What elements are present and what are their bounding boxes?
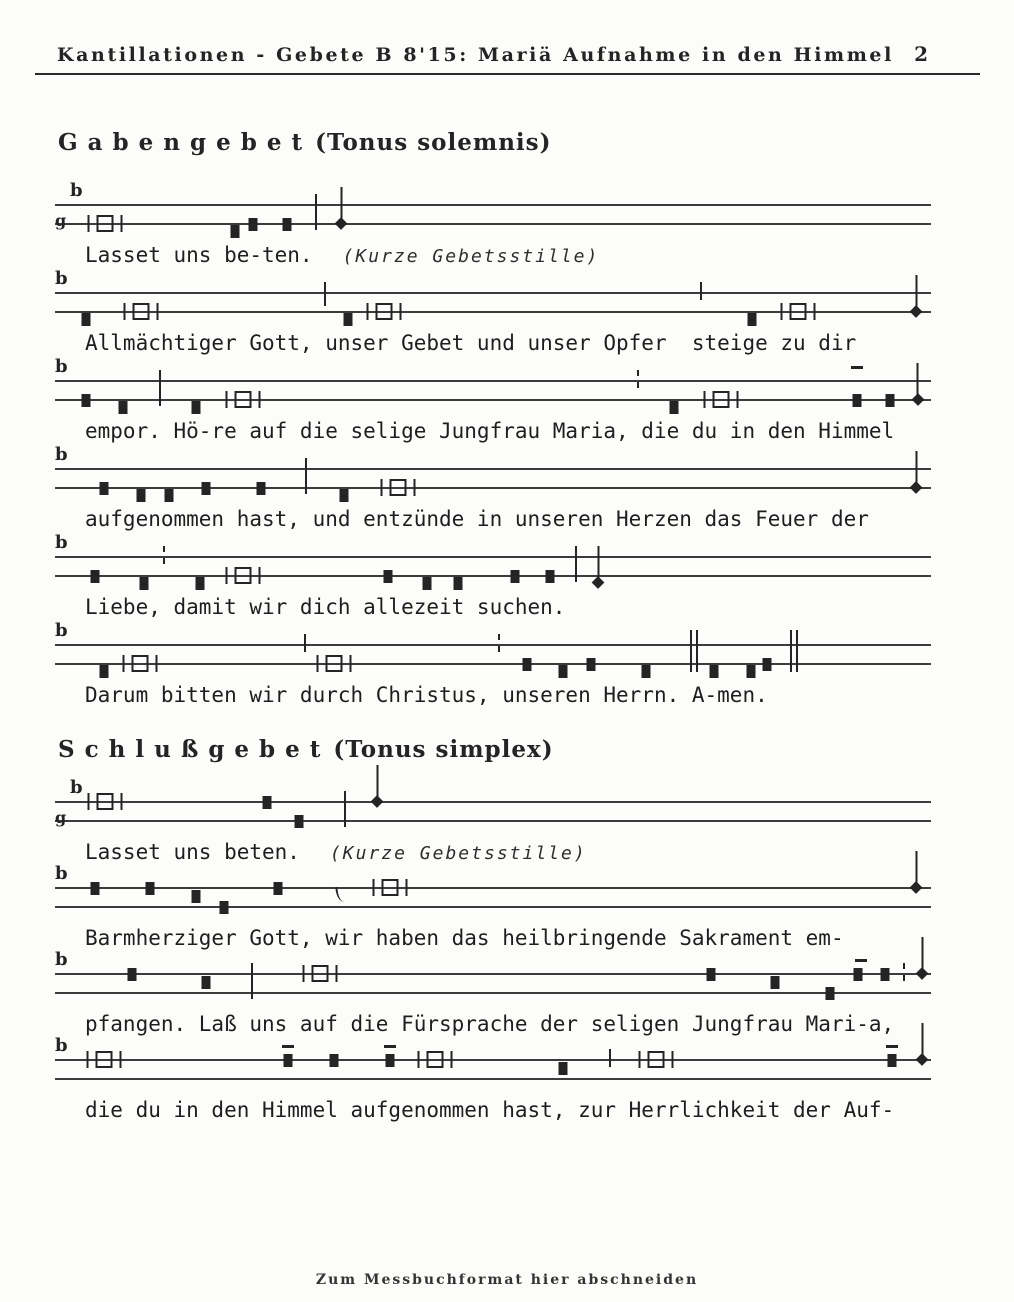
music-system bbox=[0, 180, 1014, 270]
double-bar-line bbox=[690, 630, 698, 672]
staff-line bbox=[55, 663, 931, 665]
staff-lines bbox=[55, 863, 931, 923]
punctum-note bbox=[262, 796, 271, 809]
chant-staff bbox=[0, 532, 1014, 592]
half-bar-line bbox=[324, 282, 326, 306]
punctum-note bbox=[256, 482, 265, 495]
punctum-note bbox=[763, 658, 772, 671]
score-content bbox=[0, 129, 1014, 1125]
lyric-line bbox=[85, 240, 1014, 270]
score-section bbox=[0, 129, 1014, 710]
episema-mark bbox=[855, 959, 867, 962]
music-system bbox=[0, 268, 1014, 358]
recitation-tone-note bbox=[427, 1051, 444, 1068]
bar-line bbox=[305, 458, 307, 494]
recitation-tone-note bbox=[376, 303, 393, 320]
flat-sign: b bbox=[55, 620, 68, 641]
punctum-note bbox=[523, 658, 532, 671]
lyric-text: die du in den Himmel aufgenommen hast, zur Herrlichkeit der Auf- bbox=[85, 1098, 895, 1122]
lyric-line bbox=[85, 680, 1014, 710]
punctum-note bbox=[230, 225, 239, 238]
chant-staff bbox=[0, 268, 1014, 328]
staff-line bbox=[55, 973, 931, 975]
punctum-note bbox=[888, 1054, 897, 1067]
punctum-note bbox=[248, 218, 257, 231]
punctum-note bbox=[128, 968, 137, 981]
lyric-text: pfangen. Laß uns auf die Fürsprache der seligen Jungfrau Mari-a, bbox=[85, 1012, 895, 1036]
lyric-line bbox=[85, 504, 1014, 534]
quarter-bar-tick bbox=[609, 1049, 611, 1067]
chant-staff bbox=[0, 949, 1014, 1009]
lyric-line bbox=[85, 837, 1014, 867]
punctum-note bbox=[329, 1054, 338, 1067]
staff-lines bbox=[55, 356, 931, 416]
chant-staff bbox=[0, 620, 1014, 680]
lyric-text: Liebe, damit wir dich allezeit suchen. bbox=[85, 595, 566, 619]
staff-line bbox=[55, 1078, 931, 1080]
lyric-line bbox=[85, 416, 1014, 446]
recitation-tone-note bbox=[235, 391, 252, 408]
punctum-note bbox=[195, 577, 204, 590]
punctum-note bbox=[559, 665, 568, 678]
section-heading-tonus: (Tonus solemnis) bbox=[315, 129, 552, 156]
music-system bbox=[0, 949, 1014, 1039]
punctum-note bbox=[284, 1054, 293, 1067]
punctum-note bbox=[385, 1054, 394, 1067]
punctum-note bbox=[747, 665, 756, 678]
punctum-note bbox=[771, 976, 780, 989]
punctum-note bbox=[670, 401, 679, 414]
punctum-note bbox=[545, 570, 554, 583]
staff-line bbox=[55, 801, 931, 803]
chant-staff bbox=[0, 356, 1014, 416]
header-title: Kantillationen - Gebete B 8'15: Mariä Aufnahme in den Himmel bbox=[57, 44, 894, 66]
punctum-note bbox=[885, 394, 894, 407]
staff-line bbox=[55, 992, 931, 994]
music-system bbox=[0, 356, 1014, 446]
chant-staff bbox=[0, 180, 1014, 240]
music-system bbox=[0, 532, 1014, 622]
chant-staff bbox=[0, 777, 1014, 837]
section-heading-text: G a b e n g e b e t bbox=[58, 129, 304, 156]
staff-lines bbox=[55, 1035, 931, 1095]
staff-line bbox=[55, 575, 931, 577]
punctum-note bbox=[642, 665, 651, 678]
punctum-note bbox=[559, 1062, 568, 1075]
diamond-note bbox=[910, 851, 923, 893]
bar-line bbox=[344, 791, 346, 827]
flat-sign: b bbox=[55, 949, 68, 970]
bar-line bbox=[315, 194, 317, 230]
flat-sign: b bbox=[55, 532, 68, 553]
punctum-note bbox=[220, 901, 229, 914]
punctum-note bbox=[423, 577, 432, 590]
flat-sign: b bbox=[55, 444, 68, 465]
flat-sign: b bbox=[70, 777, 83, 798]
flat-sign: b bbox=[70, 180, 83, 201]
diamond-note bbox=[916, 937, 929, 979]
episema-mark bbox=[384, 1045, 396, 1048]
section-heading-text: S c h l u ß g e b e t bbox=[58, 736, 322, 763]
punctum-note bbox=[880, 968, 889, 981]
punctum-note bbox=[826, 987, 835, 1000]
lyric-text: Allmächtiger Gott, unser Gebet und unser Opfer steige zu dir bbox=[85, 331, 857, 355]
punctum-note bbox=[201, 976, 210, 989]
punctum-note bbox=[100, 482, 109, 495]
lyric-line bbox=[85, 1009, 1014, 1039]
staff-line bbox=[55, 204, 931, 206]
section-heading-tonus: (Tonus simplex) bbox=[333, 736, 554, 763]
lyric-text: Lasset uns beten. bbox=[85, 840, 300, 864]
punctum-note bbox=[748, 313, 757, 326]
punctum-note bbox=[81, 394, 90, 407]
footer-note: Zum Messbuchformat hier abschneiden bbox=[315, 1272, 699, 1288]
quarter-bar-tick bbox=[304, 634, 306, 652]
staff-line bbox=[55, 292, 931, 294]
punctum-note bbox=[852, 394, 861, 407]
punctum-note bbox=[587, 658, 596, 671]
punctum-note bbox=[91, 882, 100, 895]
staff-line bbox=[55, 887, 931, 889]
music-system bbox=[0, 863, 1014, 953]
lyric-text: aufgenommen hast, und entzünde in unseren Herzen das Feuer der bbox=[85, 507, 869, 531]
dashed-bar-tick bbox=[637, 370, 639, 388]
punctum-note bbox=[145, 882, 154, 895]
lyric-text: Lasset uns be-ten. bbox=[85, 243, 313, 267]
punctum-note bbox=[192, 890, 201, 903]
punctum-note bbox=[81, 313, 90, 326]
lyric-text: Darum bitten wir durch Christus, unseren Herrn. A-men. bbox=[85, 683, 768, 707]
music-system bbox=[0, 620, 1014, 710]
staff-lines bbox=[55, 180, 931, 240]
diamond-note bbox=[911, 363, 924, 405]
clef-letter: g bbox=[55, 808, 67, 827]
episema-mark bbox=[851, 366, 863, 369]
recitation-tone-note bbox=[789, 303, 806, 320]
staff-line bbox=[55, 223, 931, 225]
punctum-note bbox=[119, 401, 128, 414]
staff-line bbox=[55, 380, 931, 382]
recitation-tone-note bbox=[96, 1051, 113, 1068]
header-rule bbox=[35, 73, 980, 75]
episema-mark bbox=[886, 1045, 898, 1048]
staff-line bbox=[55, 820, 931, 822]
flat-sign: b bbox=[55, 1035, 68, 1056]
clef-letter: g bbox=[55, 211, 67, 230]
quarter-bar-tick bbox=[700, 282, 702, 300]
rubric-note: (Kurze Gebetsstille) bbox=[342, 246, 600, 267]
page-header bbox=[0, 0, 1014, 66]
music-system bbox=[0, 777, 1014, 867]
section-heading bbox=[58, 736, 1014, 763]
flat-sign: b bbox=[55, 863, 68, 884]
episema-mark bbox=[282, 1045, 294, 1048]
score-section bbox=[0, 736, 1014, 1125]
chant-staff bbox=[0, 1035, 1014, 1095]
staff-line bbox=[55, 468, 931, 470]
recitation-tone-note bbox=[96, 793, 113, 810]
punctum-note bbox=[283, 218, 292, 231]
punctum-note bbox=[383, 570, 392, 583]
page-footer bbox=[0, 1272, 1014, 1288]
punctum-note bbox=[709, 665, 718, 678]
flat-sign: b bbox=[55, 356, 68, 377]
recitation-tone-note bbox=[131, 655, 148, 672]
recitation-tone-note bbox=[132, 303, 149, 320]
punctum-note bbox=[854, 968, 863, 981]
punctum-note bbox=[274, 882, 283, 895]
staff-line bbox=[55, 1059, 931, 1061]
recitation-tone-note bbox=[235, 567, 252, 584]
chant-staff bbox=[0, 444, 1014, 504]
recitation-tone-note bbox=[647, 1051, 664, 1068]
music-system bbox=[0, 1035, 1014, 1125]
punctum-note bbox=[91, 570, 100, 583]
chant-staff bbox=[0, 863, 1014, 923]
punctum-note bbox=[510, 570, 519, 583]
rubric-note: (Kurze Gebetsstille) bbox=[329, 843, 587, 864]
punctum-note bbox=[201, 482, 210, 495]
bar-line bbox=[575, 546, 577, 582]
punctum-note bbox=[140, 577, 149, 590]
dashed-bar-tick bbox=[498, 634, 500, 652]
bar-line bbox=[251, 963, 253, 999]
staff-line bbox=[55, 399, 931, 401]
staff-lines bbox=[55, 949, 931, 1009]
lyric-line bbox=[85, 328, 1014, 358]
punctum-note bbox=[340, 489, 349, 502]
staff-line bbox=[55, 556, 931, 558]
music-system bbox=[0, 444, 1014, 534]
diamond-note bbox=[916, 1023, 929, 1065]
dashed-bar-tick bbox=[163, 546, 165, 564]
bar-line bbox=[159, 370, 161, 406]
staff-lines bbox=[55, 620, 931, 680]
recitation-tone-note bbox=[381, 879, 398, 896]
dashed-bar-tick bbox=[903, 963, 905, 981]
diamond-note bbox=[910, 451, 923, 493]
diamond-note bbox=[910, 275, 923, 317]
staff-line bbox=[55, 906, 931, 908]
lyric-line bbox=[85, 1095, 1014, 1125]
diamond-note bbox=[371, 765, 384, 807]
page-number: 2 bbox=[914, 42, 928, 66]
diamond-note bbox=[592, 546, 605, 588]
punctum-note bbox=[100, 665, 109, 678]
diamond-note bbox=[335, 187, 348, 229]
staff-lines bbox=[55, 444, 931, 504]
punctum-note bbox=[295, 815, 304, 828]
staff-lines bbox=[55, 532, 931, 592]
recitation-tone-note bbox=[712, 391, 729, 408]
lyric-line bbox=[85, 592, 1014, 622]
punctum-note bbox=[164, 489, 173, 502]
flat-sign: b bbox=[55, 268, 68, 289]
punctum-note bbox=[343, 313, 352, 326]
recitation-tone-note bbox=[96, 215, 113, 232]
staff-line bbox=[55, 644, 931, 646]
punctum-note bbox=[707, 968, 716, 981]
recitation-tone-note bbox=[390, 479, 407, 496]
recitation-tone-note bbox=[325, 655, 342, 672]
staff-line bbox=[55, 487, 931, 489]
breath-mark bbox=[335, 887, 344, 902]
punctum-note bbox=[192, 401, 201, 414]
recitation-tone-note bbox=[311, 965, 328, 982]
double-bar-line bbox=[790, 630, 798, 672]
punctum-note bbox=[453, 577, 462, 590]
punctum-note bbox=[136, 489, 145, 502]
staff-lines bbox=[55, 777, 931, 837]
lyric-text: empor. Hö-re auf die selige Jungfrau Maria, die du in den Himmel bbox=[85, 419, 895, 443]
section-heading bbox=[58, 129, 1014, 156]
lyric-line bbox=[85, 923, 1014, 953]
lyric-text: Barmherziger Gott, wir haben das heilbringende Sakrament em- bbox=[85, 926, 844, 950]
staff-lines bbox=[55, 268, 931, 328]
